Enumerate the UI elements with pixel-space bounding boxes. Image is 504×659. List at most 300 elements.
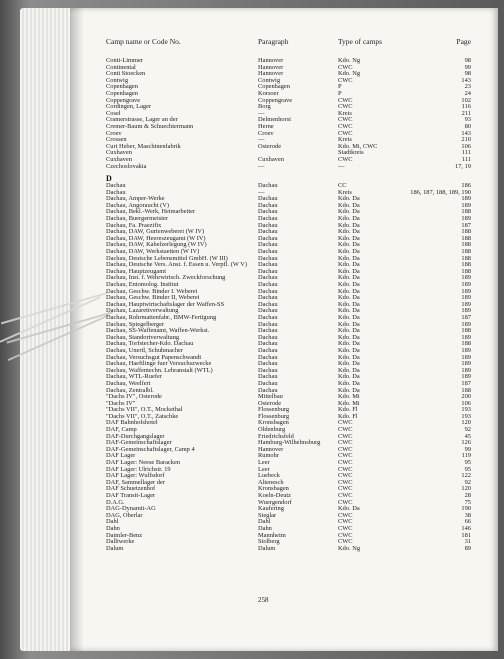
index-row — [106, 513, 471, 520]
paragraph: Dahl — [258, 518, 271, 526]
page-ref: 200 — [461, 393, 471, 401]
paragraph: Dachau — [258, 221, 278, 229]
paragraph: Rumohr — [258, 452, 279, 460]
camp-type: Kdo. Da — [338, 201, 360, 209]
page-ref: 24 — [464, 89, 471, 97]
camp-type: CWC — [338, 531, 353, 539]
camp-name: Dachau, DAW, Werkstaetten (W IV) — [106, 248, 200, 256]
camp-type: Kdo. Da — [338, 379, 360, 387]
paragraph: Dachau — [258, 248, 278, 256]
camp-type: Stadtkreis — [338, 149, 364, 157]
page-ref: 119 — [461, 452, 471, 460]
camp-name: Dachau, DAW, Kabelzerlegung (W IV) — [106, 241, 207, 249]
index-row — [106, 526, 471, 533]
index-row — [106, 65, 471, 72]
paragraph: Dachau — [258, 261, 278, 269]
page-ref: 188 — [461, 386, 471, 394]
camp-type: — — [338, 162, 345, 170]
index-row — [106, 71, 471, 78]
camp-name: Dachau, Unertl, Schuhmacher — [106, 346, 184, 354]
camp-name: Cosel — [106, 109, 121, 117]
paragraph: Flossenburg — [258, 412, 290, 420]
paragraph: Dachau — [258, 353, 278, 361]
paragraph: Dachau — [258, 228, 278, 236]
camp-name: Conti-Limmer — [106, 57, 143, 64]
paragraph: Hannover — [258, 63, 284, 71]
camp-type: CWC — [338, 426, 353, 434]
index-row — [106, 84, 471, 91]
paragraph: Dachau — [258, 340, 278, 348]
camp-index-list — [106, 58, 471, 552]
page-ref: 126 — [461, 439, 471, 447]
paragraph: — — [258, 109, 265, 117]
page-ref: 189 — [461, 366, 471, 374]
camp-type: Kdo. Da — [338, 300, 360, 308]
paragraph: Kronsbagen — [258, 419, 289, 427]
index-row — [106, 381, 471, 388]
camp-type: CWC — [338, 472, 353, 480]
camp-type: Kdo. Da — [338, 346, 360, 354]
page-ref: 106 — [461, 399, 471, 407]
camp-type: Kdo. Da — [338, 228, 360, 236]
camp-type: CWC — [338, 419, 353, 427]
camp-name: Dachau, DAW, Heereszeugamt (W IV) — [106, 234, 206, 242]
camp-name: DAF Lager: Wulfsdorf — [106, 472, 165, 480]
camp-type: Kreis — [338, 136, 352, 144]
camp-name: Dachau, Buergermeister — [106, 215, 168, 223]
page-ref: 102 — [461, 96, 471, 104]
camp-type: Kdo. Mi, CWC — [338, 142, 378, 150]
page-ref: 120 — [461, 485, 471, 493]
camp-name: DAF, Camp — [106, 426, 137, 434]
camp-name: DAF Transit-Lager — [106, 492, 156, 499]
paragraph: Koeln-Deutz — [258, 492, 292, 499]
page-ref: 120 — [461, 419, 471, 427]
camp-type: Kdo. Da — [338, 208, 360, 216]
index-row — [106, 131, 471, 138]
camp-name: Dachau, Waffentechn. Lehranstalt (WTL) — [106, 366, 213, 374]
camp-name: Croev — [106, 129, 122, 137]
paragraph: Flossenburg — [258, 406, 290, 414]
page-ref: 189 — [461, 333, 471, 341]
page-ref: 190 — [461, 505, 471, 513]
camp-name: Dahn — [106, 524, 120, 532]
paragraph: Dachau — [258, 182, 278, 190]
index-row — [106, 150, 471, 157]
page-ref: 95 — [464, 459, 471, 467]
camp-name: Dachau, Inst. f. Wehrwirtsch. Zweckforschung — [106, 274, 226, 282]
camp-name: Dachau, Deutsche Vers. Anst. f. Essen u. Verpfl. (W V) — [106, 261, 247, 269]
camp-name: Czechoslovakia — [106, 162, 147, 170]
camp-type: CWC — [338, 465, 353, 473]
column-header — [106, 37, 471, 49]
camp-name: Dachau, Fa. Praezifix — [106, 221, 162, 229]
camp-name: DAF-Gemeinschaftslager, Camp 4 — [106, 445, 195, 453]
page-number: 258 — [258, 596, 269, 604]
page-ref: 92 — [464, 426, 471, 434]
camp-type: Kdo. Da — [338, 340, 360, 348]
page-ref: 95 — [464, 465, 471, 473]
camp-name: Dachau, Spiegelberger — [106, 320, 165, 328]
camp-name: DAG, Oberlar — [106, 511, 143, 519]
page-ref: 189 — [461, 353, 471, 361]
page-ref: 93 — [464, 116, 471, 124]
camp-name: Dachau, Angoraucht (V) — [106, 201, 169, 209]
paragraph: Dachau — [258, 386, 278, 394]
camp-type: P — [338, 89, 342, 97]
page-ref: 193 — [461, 406, 471, 414]
camp-type: CWC — [338, 76, 353, 84]
page-ref: 106 — [461, 142, 471, 150]
page-ref: 80 — [464, 122, 471, 130]
paragraph: Hannover — [258, 57, 284, 64]
camp-name: Dahl — [106, 518, 119, 526]
camp-name: DAF-Gemeinschaftslager — [106, 439, 172, 447]
paragraph: Dachau — [258, 360, 278, 368]
page-ref: 189 — [461, 195, 471, 203]
camp-type: Kdo. Mi — [338, 393, 360, 401]
camp-name: DAF Lager: Neese Baracken — [106, 459, 180, 467]
camp-type: CWC — [338, 63, 353, 71]
camp-name: Dachau, Geschw. Binder II, Weberei — [106, 294, 200, 302]
page-ref: 189 — [461, 373, 471, 381]
camp-name: Dachau, Hauptzeugamt — [106, 267, 166, 275]
camp-name: Dachau, SS-Waffenamt, Waffen-Werkst. — [106, 327, 210, 335]
paragraph: Wuergendorf — [258, 498, 292, 506]
camp-name: Dachau, Deutsche Lebensmittel GmbH. (W III) — [106, 254, 228, 262]
paragraph: Sieglar — [258, 511, 277, 519]
paragraph: Kaufering — [258, 505, 284, 513]
camp-type: Kdo. Da — [338, 195, 360, 203]
camp-type: Kdo. Fl — [338, 406, 358, 414]
camp-name: Conti Stoecken — [106, 70, 146, 78]
camp-name: Dachau, Amper-Werke — [106, 195, 165, 203]
paragraph: Friedrichsfeld — [258, 432, 294, 440]
page-ref: 188 — [461, 241, 471, 249]
paragraph: Dachau — [258, 294, 278, 302]
camp-type: CWC — [338, 452, 353, 460]
camp-type: Kdo. Da — [338, 333, 360, 341]
camp-name: Dachau, Haeftlinge fuer Versuchszwecke — [106, 360, 212, 368]
camp-name: Crossen — [106, 136, 127, 144]
camp-type: Kdo. Da — [338, 267, 360, 275]
page-ref: 189 — [461, 201, 471, 209]
paragraph: Hamburg-Wilhelmsburg — [258, 439, 321, 447]
page-ref: 99 — [464, 63, 471, 71]
paragraph: Dachau — [258, 313, 278, 321]
camp-name: Dachau, Geschw. Binder I. Weberei — [106, 287, 198, 295]
paragraph: Mittelbau — [258, 393, 283, 401]
page-ref: 188 — [461, 340, 471, 348]
paragraph: Dachau — [258, 195, 278, 203]
camp-type: CWC — [338, 459, 353, 467]
camp-name: "Dachs VII", O.T., Mockethal — [106, 406, 183, 414]
page-ref: 17, 19 — [455, 162, 471, 170]
page-ref: 66 — [464, 518, 471, 526]
paragraph: Herne — [258, 122, 274, 130]
paragraph: Osterode — [258, 142, 282, 150]
camp-type: CWC — [338, 538, 353, 546]
camp-type: Kdo. Fl — [338, 412, 358, 420]
index-row — [106, 546, 471, 553]
index-row — [106, 394, 471, 401]
camp-type: Kdo. Da — [338, 221, 360, 229]
paragraph: Croev — [258, 129, 274, 137]
page-ref: 189 — [461, 294, 471, 302]
camp-name: Dachau — [106, 188, 126, 196]
camp-name: Dachau, Versuchsgut Papenschwandt — [106, 353, 202, 361]
camp-name: Dachau, DAW, Gurtenweberei (W IV) — [106, 228, 205, 236]
camp-type: Kdo. Da — [338, 215, 360, 223]
camp-name: D.A.G. — [106, 498, 125, 506]
page-ref: 23 — [464, 83, 471, 91]
page-ref: 38 — [464, 511, 471, 519]
page-ref: 189 — [461, 320, 471, 328]
header-camp-name: Camp name or Code No. — [106, 37, 181, 46]
camp-name: Dalliwerke — [106, 538, 135, 546]
page-ref: 146 — [461, 524, 471, 532]
camp-type: CWC — [338, 518, 353, 526]
camp-type: Kdo. Da — [338, 294, 360, 302]
paragraph: — — [258, 162, 265, 170]
camp-name: Cremer-Baum & Schuechtermann — [106, 122, 194, 130]
page-ref: 45 — [464, 432, 471, 440]
camp-name: Dachau, Standortverwaltung — [106, 333, 180, 341]
camp-type: Kdo. Da — [338, 386, 360, 394]
camp-type: Kreis — [338, 188, 352, 196]
camp-name: Dachau, Zentralbl. — [106, 386, 154, 394]
camp-name: DAF Lager — [106, 452, 136, 460]
index-row — [106, 164, 471, 171]
paragraph: Contwig — [258, 76, 281, 84]
camp-type: CWC — [338, 439, 353, 447]
page-ref: 75 — [464, 498, 471, 506]
camp-name: DAF, Sammellager der — [106, 478, 165, 486]
paragraph: Cuxhaven — [258, 155, 284, 163]
camp-type: Kdo. Da — [338, 327, 360, 335]
camp-type: Kdo. Ng — [338, 544, 361, 552]
camp-name: "Dachs VII", O.T., Zatschke — [106, 412, 179, 420]
paragraph: Dachau — [258, 373, 278, 381]
camp-type: CWC — [338, 116, 353, 124]
header-paragraph: Paragraph — [258, 37, 289, 46]
paragraph: Dachau — [258, 215, 278, 223]
paragraph: Dachau — [258, 234, 278, 242]
index-row — [106, 58, 471, 65]
camp-name: Cuxhaven — [106, 149, 132, 157]
paragraph: Dachau — [258, 241, 278, 249]
camp-name: Daimler-Benz — [106, 531, 143, 539]
page-ref: 188 — [461, 234, 471, 242]
camp-name: Dachau, Hauptwirtschaftslager der Waffen-SS — [106, 300, 225, 308]
section-letter-d — [106, 174, 471, 183]
camp-type: Kdo. Da — [338, 248, 360, 256]
page-ref: 189 — [461, 281, 471, 288]
camp-type: CC — [338, 182, 347, 190]
camp-type: Kdo. Da — [338, 360, 360, 368]
index-row — [106, 500, 471, 507]
page-ref: 211 — [461, 109, 471, 117]
camp-name: Copenhagen — [106, 83, 138, 91]
camp-name: DAF Bahnhofshotel — [106, 419, 158, 427]
camp-type: Kdo. Da — [338, 313, 360, 321]
camp-type: Kreis — [338, 109, 352, 117]
page-ref: 189 — [461, 360, 471, 368]
page-ref: 92 — [464, 478, 471, 486]
section-letter: D — [106, 174, 112, 184]
camp-name: DAF Lager: Ulrichstr. 19 — [106, 465, 171, 473]
camp-type: CWC — [338, 478, 353, 486]
paragraph: Kronsbagen — [258, 485, 289, 493]
index-row — [106, 124, 471, 131]
page-ref: 188 — [461, 267, 471, 275]
page-ref: 111 — [461, 155, 471, 163]
header-page: Page — [456, 37, 471, 46]
paragraph: Dachau — [258, 254, 278, 262]
index-row — [106, 98, 471, 105]
page-ref: 98 — [464, 70, 471, 78]
camp-type: CWC — [338, 122, 353, 130]
camp-type: Kdo. Da — [338, 505, 360, 513]
paragraph: Osterode — [258, 399, 282, 407]
page-ref: 31 — [464, 538, 471, 546]
camp-name: Coppengrave — [106, 96, 141, 104]
paragraph: — — [258, 188, 265, 196]
camp-name: Continental — [106, 63, 136, 71]
paragraph: Oldenburg — [258, 426, 286, 434]
camp-name: Dachau — [106, 182, 126, 190]
page-ref: 187 — [461, 221, 471, 229]
paragraph: Mannheim — [258, 531, 286, 539]
page-ref: 210 — [461, 136, 471, 144]
paragraph: Dachau — [258, 208, 278, 216]
page-ref: 89 — [464, 544, 471, 552]
camp-type: Kdo. Da — [338, 373, 360, 381]
paragraph: Dachau — [258, 379, 278, 387]
paragraph: Dachau — [258, 281, 278, 288]
camp-type: Kdo. Ng — [338, 70, 361, 78]
camp-name: Dalum — [106, 544, 124, 552]
paragraph: Dalum — [258, 544, 276, 552]
paragraph: Coppengrave — [258, 96, 293, 104]
camp-type: CWC — [338, 432, 353, 440]
page-ref: 143 — [461, 129, 471, 137]
paragraph: Dachau — [258, 366, 278, 374]
paragraph: Dachau — [258, 300, 278, 308]
page-ref: 189 — [461, 300, 471, 308]
camp-type: Kdo. Mi — [338, 399, 360, 407]
page-ref: 189 — [461, 346, 471, 354]
paragraph: — — [258, 136, 265, 144]
camp-type: Kdo. Da — [338, 261, 360, 269]
camp-type: CWC — [338, 485, 353, 493]
camp-name: Dachau, Weelfert — [106, 379, 151, 387]
paragraph: Delmenhorst — [258, 116, 292, 124]
camp-type: CWC — [338, 511, 353, 519]
paragraph: Dachau — [258, 320, 278, 328]
page-ref: 186 — [461, 182, 471, 190]
camp-name: Dachau, Entomolog. Institut — [106, 281, 179, 288]
page-ref: 98 — [464, 57, 471, 64]
page-ref: 187 — [461, 313, 471, 321]
page-ref: 122 — [461, 472, 471, 480]
camp-type: CWC — [338, 155, 353, 163]
paragraph: Leer — [258, 465, 270, 473]
page-ref: 28 — [464, 492, 471, 499]
camp-type: Kdo. Ng — [338, 57, 361, 64]
paragraph: Dachau — [258, 267, 278, 275]
header-type-of-camps: Type of camps — [338, 37, 383, 46]
camp-name: Dachau, WTL-Ruefer — [106, 373, 162, 381]
index-row — [106, 157, 471, 164]
camp-name: Cramerstrasse, Lager an der — [106, 116, 178, 124]
camp-type: Kdo. Da — [338, 320, 360, 328]
camp-type: CWC — [338, 492, 353, 499]
paragraph: Borg — [258, 103, 271, 111]
camp-type: Kdo. Da — [338, 234, 360, 242]
camp-name: DAF Schuetzenhof — [106, 485, 156, 493]
camp-name: Dachau, Torfstecher-Kdo. Dachau — [106, 340, 194, 348]
page-ref: 188 — [461, 327, 471, 335]
page-ref: 181 — [461, 531, 471, 539]
camp-type: CWC — [338, 129, 353, 137]
camp-name: Copenhagen — [106, 89, 138, 97]
camp-type: CWC — [338, 524, 353, 532]
camp-name: Cuxhaven — [106, 155, 132, 163]
camp-name: DAF-Durchgangslager — [106, 432, 165, 440]
paragraph: Dachau — [258, 287, 278, 295]
page-ref: 188 — [461, 261, 471, 269]
camp-type: CWC — [338, 498, 353, 506]
camp-type: CWC — [338, 103, 353, 111]
camp-type: Kdo. Da — [338, 287, 360, 295]
index-row — [106, 420, 471, 427]
page-ref: 188 — [461, 228, 471, 236]
page-ref: 188 — [461, 254, 471, 262]
index-row — [106, 447, 471, 454]
index-row — [106, 374, 471, 381]
camp-type: Kdo. Da — [338, 281, 360, 288]
camp-name: Contwig — [106, 76, 129, 84]
paragraph: Dachau — [258, 346, 278, 354]
camp-type: Kdo. Da — [338, 307, 360, 315]
camp-type: Kdo. Da — [338, 366, 360, 374]
paragraph: Altenesch — [258, 478, 284, 486]
camp-name: Dachau, Bekl.-Werk, Heimarbeiter — [106, 208, 196, 216]
camp-type: CWC — [338, 96, 353, 104]
camp-type: Kdo. Da — [338, 353, 360, 361]
camp-type: P — [338, 83, 342, 91]
index-row — [106, 519, 471, 526]
camp-type: Kdo. Da — [338, 241, 360, 249]
camp-name: Curt Heber, Maschinenfabrik — [106, 142, 181, 150]
paragraph: Dachau — [258, 333, 278, 341]
paragraph: Dachau — [258, 201, 278, 209]
paragraph: Dachau — [258, 274, 278, 282]
page-ref: 189 — [461, 274, 471, 282]
paragraph: Dachau — [258, 307, 278, 315]
paragraph: Leer — [258, 459, 270, 467]
page-ref: 189 — [461, 307, 471, 315]
index-row — [106, 144, 471, 151]
page-ref: 99 — [464, 445, 471, 453]
paragraph: Hannover — [258, 445, 284, 453]
camp-type: CWC — [338, 445, 353, 453]
paragraph: Dachau — [258, 327, 278, 335]
camp-name: Dachau, Lazarettverwaltung — [106, 307, 179, 315]
page-ref: 189 — [461, 287, 471, 295]
index-row — [106, 506, 471, 513]
